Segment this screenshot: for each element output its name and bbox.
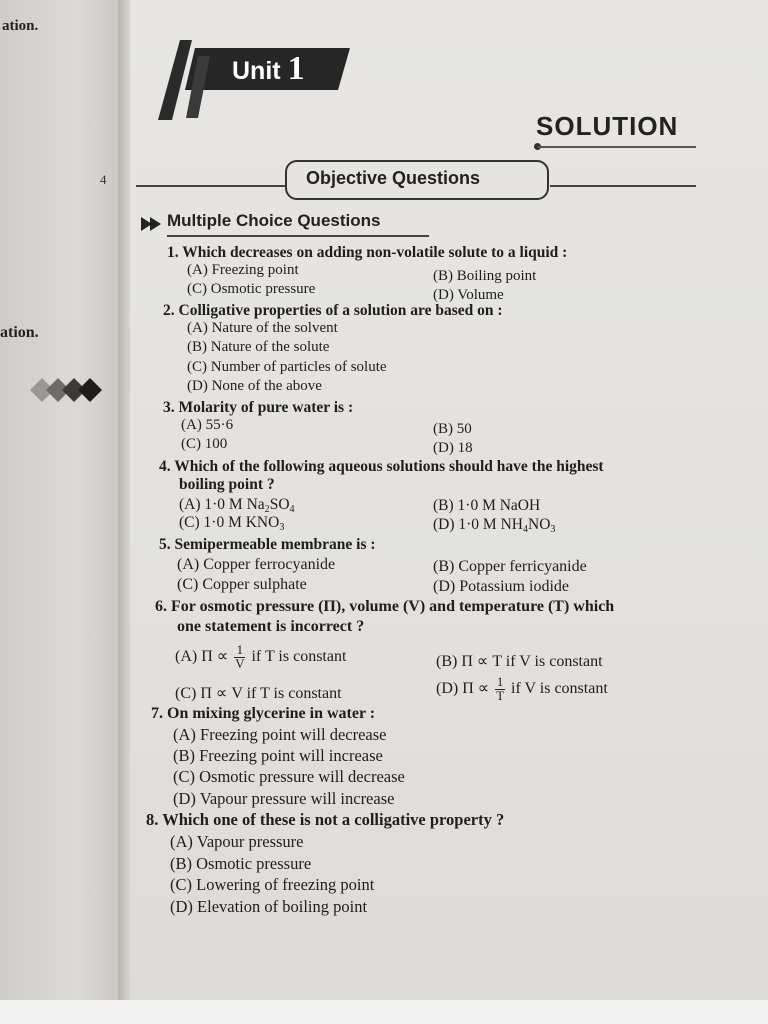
question-6: 6. For osmotic pressure (Π), volume (V) and temperature (T) which <box>155 598 615 615</box>
q8-option-d: (D) Elevation of boiling point <box>170 897 368 916</box>
q6-option-d: (D) Π ∝ $\frac{1}{T}$ if V is constant <box>436 675 608 703</box>
diamond-ornament-icon <box>28 375 104 405</box>
subsection-title: Multiple Choice Questions <box>167 211 381 230</box>
q7-option-b: (B) Freezing point will increase <box>173 746 383 765</box>
section-rule-right <box>550 185 696 187</box>
q4-option-a: (A) 1·0 M $Na_2SO_4$ <box>179 496 295 516</box>
q5-option-d: (D) Potassium iodide <box>433 578 569 595</box>
subsection-underline <box>167 235 429 237</box>
q7-option-c: (C) Osmotic pressure will decrease <box>173 767 405 786</box>
q5-option-b: (B) Copper ferricyanide <box>433 558 587 575</box>
q4-option-c: (C) 1·0 M $KNO_3$ <box>179 514 285 534</box>
q2-option-b: (B) Nature of the solute <box>187 339 330 355</box>
q8-option-a: (A) Vapour pressure <box>170 832 304 851</box>
q5-option-a: (A) Copper ferrocyanide <box>177 556 336 573</box>
section-title: Objective Questions <box>306 168 481 188</box>
page-number: 4 <box>100 172 107 187</box>
q8-option-c: (C) Lowering of freezing point <box>170 875 375 894</box>
q1-option-a: (A) Freezing point <box>187 262 299 278</box>
q4-option-b: (B) 1·0 M NaOH <box>433 497 541 514</box>
left-page <box>0 0 128 1000</box>
q6-option-b: (B) Π ∝ T if V is constant <box>436 653 603 670</box>
section-rule-left <box>136 185 286 187</box>
title-underline <box>538 146 696 148</box>
left-page-fragment-mid: ation. <box>0 324 39 341</box>
question-4: 4. Which of the following aqueous solutions should have the highest <box>159 458 604 475</box>
q3-option-a: (A) 55·6 <box>181 417 234 433</box>
q1-option-b: (B) Boiling point <box>433 268 537 284</box>
fraction-one-over-v: $\frac{1}{V}$ <box>235 643 245 671</box>
q1-option-d: (D) Volume <box>433 287 504 303</box>
q3-option-d: (D) 18 <box>433 440 473 456</box>
q7-option-a: (A) Freezing point will decrease <box>173 725 387 744</box>
q3-option-c: (C) 100 <box>181 436 228 452</box>
q6-option-a: (A) Π ∝ $\frac{1}{V}$ if T is constant <box>175 643 347 671</box>
question-2: 2. Colligative properties of a solution are based on : <box>163 302 503 319</box>
question-7: 7. On mixing glycerine in water : <box>151 705 376 722</box>
q8-option-b: (B) Osmotic pressure <box>170 854 312 873</box>
q7-option-d: (D) Vapour pressure will increase <box>173 789 395 808</box>
q2-option-a: (A) Nature of the solvent <box>187 320 338 336</box>
q2-option-d: (D) None of the above <box>187 378 322 394</box>
fraction-one-over-t: $\frac{1}{T}$ <box>496 675 505 703</box>
question-3: 3. Molarity of pure water is : <box>163 399 354 416</box>
question-8: 8. Which one of these is not a colligative property ? <box>146 810 505 829</box>
q6-option-c: (C) Π ∝ V if T is constant <box>175 685 342 702</box>
bottom-margin <box>0 1000 768 1024</box>
question-6-line-2: one statement is incorrect ? <box>177 618 365 635</box>
question-4-line-2: boiling point ? <box>179 476 275 493</box>
unit-number: 1 <box>287 50 305 87</box>
q4-option-d: (D) 1·0 M $NH_4NO_3$ <box>433 516 556 536</box>
q1-option-c: (C) Osmotic pressure <box>187 281 316 297</box>
double-arrow-icon <box>141 217 163 231</box>
q3-option-b: (B) 50 <box>433 421 472 437</box>
left-page-fragment-top: ation. <box>2 18 39 34</box>
q5-option-c: (C) Copper sulphate <box>177 576 307 593</box>
question-5: 5. Semipermeable membrane is : <box>159 536 376 553</box>
unit-label: Unit 1 <box>232 50 305 87</box>
chapter-title: SOLUTION <box>536 111 679 141</box>
q2-option-c: (C) Number of particles of solute <box>187 359 387 375</box>
question-1: 1. Which decreases on adding non-volatile solute to a liquid : <box>167 244 568 261</box>
